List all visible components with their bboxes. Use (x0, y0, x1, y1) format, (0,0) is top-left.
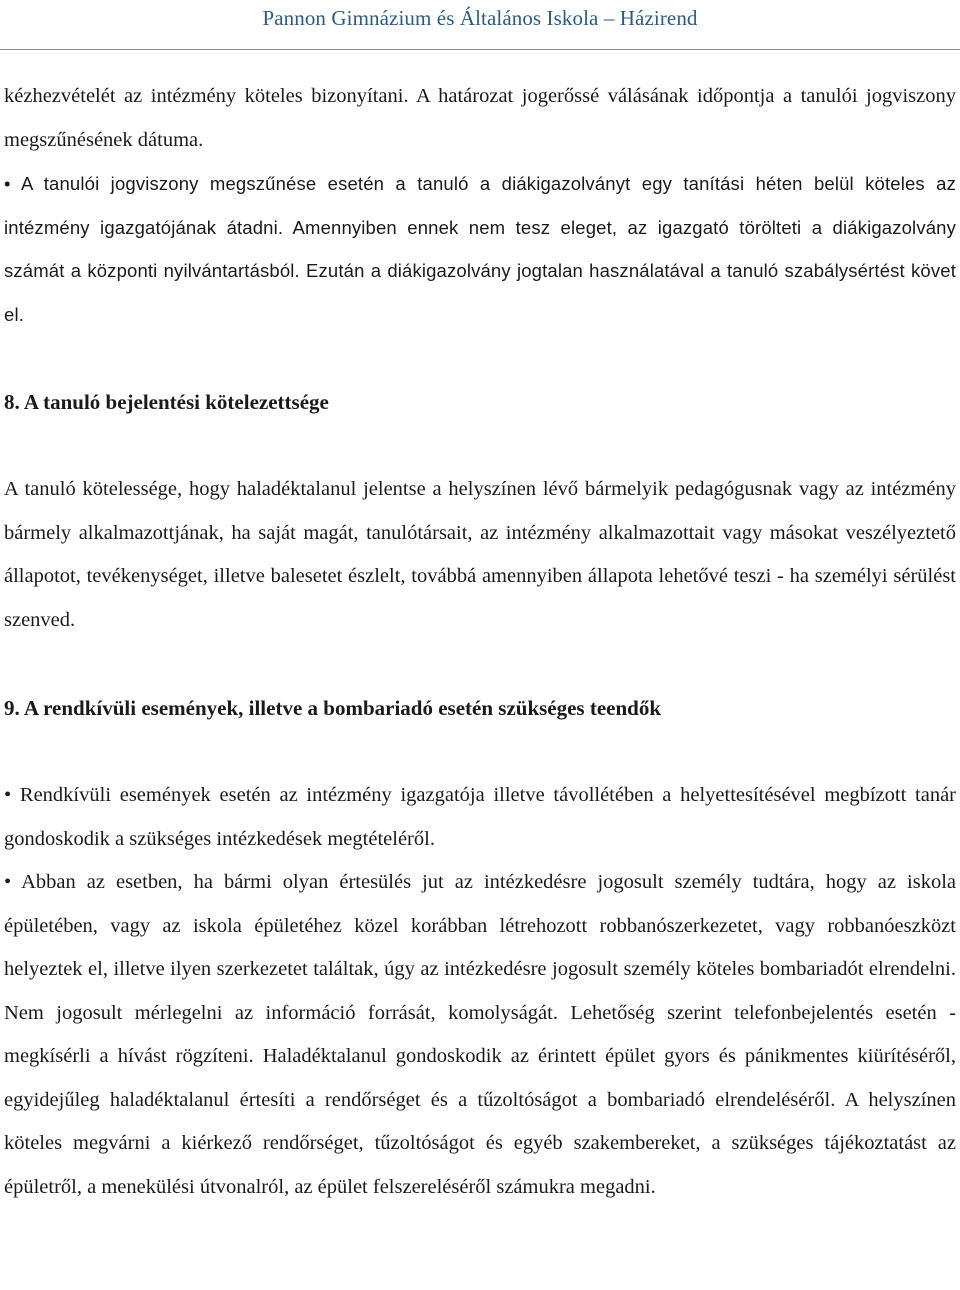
section-8-heading: 8. A tanuló bejelentési kötelezettsége (4, 390, 329, 414)
document-body (4, 75, 956, 1209)
section-spacer (4, 642, 956, 686)
section-9-heading: 9. A rendkívüli események, illetve a bombariadó esetén szükséges teendők (4, 696, 662, 720)
bullet-diakigazolvany: • A tanulói jogviszony megszűnése esetén a tanuló a diákigazolványt egy tanítási héten belül köteles az intézmény igazgatójának átadni. Amennyiben ennek nem tesz eleget, az igazgató törölteti a diákigazolvány számát a központi nyilvántartásból. Ezután a diákigazolvány jogtalan használatával a tanuló szabálysértést követ el. (4, 173, 956, 325)
section-spacer (4, 424, 956, 468)
page-header-title: Pannon Gimnázium és Általános Iskola – Házirend (262, 6, 698, 30)
header-divider (0, 49, 960, 50)
section-spacer (4, 336, 956, 380)
section-spacer (4, 730, 956, 774)
paragraph-jogviszony-datum: kézhezvételét az intézmény köteles bizonyítani. A határozat jogerőssé válásának időpontja a tanulói jogviszony megszűnésének dátuma. (4, 85, 956, 151)
section-9-bullet-bombariado: • Abban az esetben, ha bármi olyan értesülés jut az intézkedésre jogosult személy tudtára, hogy az iskola épületében, vagy az iskola épületéhez közel korábban létrehozott robbanószerkezetet, vagy robbanóeszközt helyeztek el, illetve ilyen szerkezetet találtak, úgy az intézkedésre jogosult személy köteles bombariadót elrendelni. Nem jogosult mérlegelni az információ forrását, komolyságát. Lehetőség szerint telefonbejelentés esetén - megkísérli a hívást rögzíteni. Haladéktalanul gondoskodik az érintett épület gyors és pánikmentes kiürítéséről, egyidejűleg haladéktalanul értesíti a rendőrséget és a tűzoltóságot a bombariadó elrendeléséről. A helyszínen köteles megvárni a kiérkező rendőrséget, tűzoltóságot és egyéb szakembereket, a szükséges tájékoztatást az épületről, a menekülési útvonalról, az épület felszereléséről számukra megadni. (4, 871, 956, 1198)
section-8-paragraph: A tanuló kötelessége, hogy haladéktalanul jelentse a helyszínen lévő bármelyik pedagógusnak vagy az intézmény bármely alkalmazottjának, ha saját magát, tanulótársait, az intézmény alkalmazottait vagy másokat veszélyeztető állapotot, tevékenységet, illetve balesetet észlelt, továbbá amennyiben állapota lehetővé teszi - ha személyi sérülést szenved. (4, 478, 956, 631)
section-9-bullet-rendkivuli: • Rendkívüli események esetén az intézmény igazgatója illetve távollétében a helyettesítésével megbízott tanár gondoskodik a szükséges intézkedések megtételéről. (4, 784, 956, 850)
